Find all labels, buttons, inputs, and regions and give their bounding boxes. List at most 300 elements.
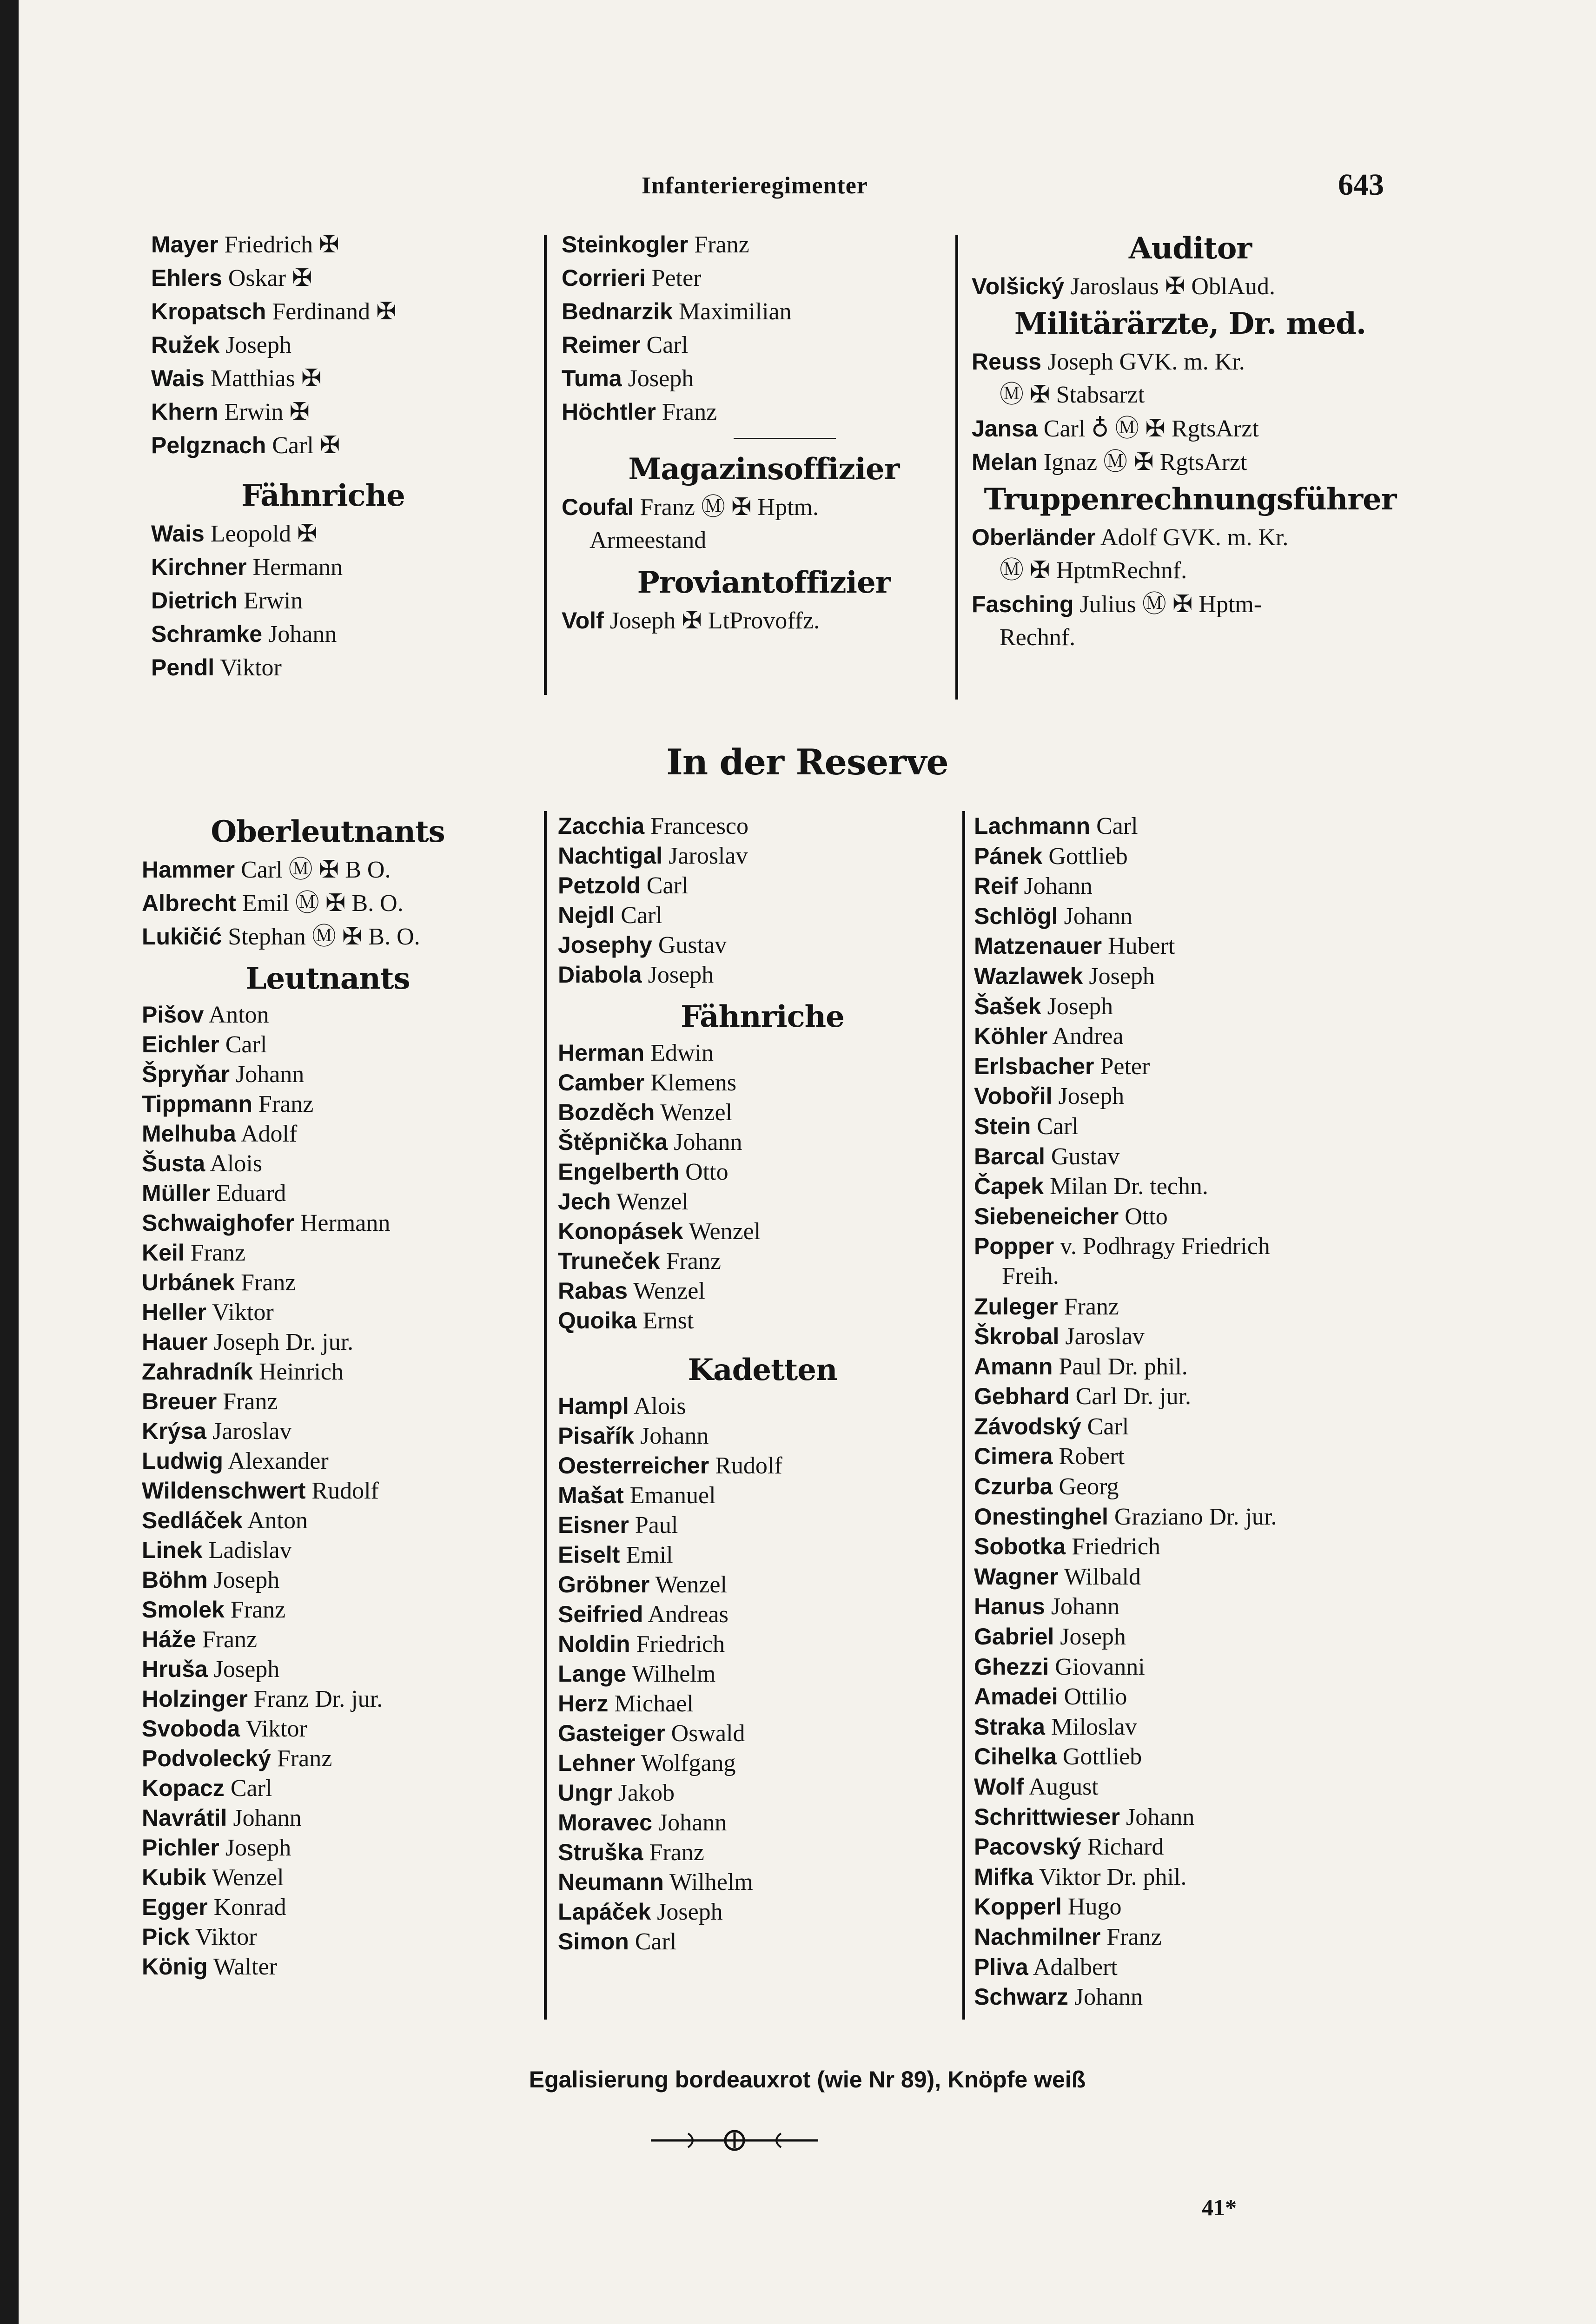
entry-surname: Pelgznach	[151, 432, 266, 458]
entry-surname: Josephy	[558, 932, 652, 958]
entry-surname: Heller	[142, 1299, 206, 1325]
list-item	[974, 1532, 1416, 1562]
entry-surname: Erlsbacher	[974, 1053, 1094, 1079]
list-item	[142, 1178, 551, 1208]
list-item	[558, 960, 967, 990]
entry-details: Johann	[674, 1129, 742, 1155]
list-item	[558, 1927, 967, 1956]
list-item	[558, 1897, 967, 1927]
entry-surname: Cimera	[974, 1443, 1053, 1470]
entry-details: Joseph	[1089, 963, 1155, 990]
list-item	[974, 1202, 1416, 1232]
list-item	[558, 1659, 967, 1689]
list-item	[142, 1030, 551, 1059]
list-item	[562, 295, 966, 328]
entry-details: Maximilian	[678, 298, 792, 325]
entry-surname: Volf	[562, 607, 604, 634]
list-item	[151, 429, 556, 462]
entry-surname: Höchtler	[562, 399, 656, 425]
entry-details: Gottlieb	[1048, 843, 1128, 870]
entry-surname: Keil	[142, 1240, 185, 1266]
list-item	[151, 617, 556, 651]
entry-details: Carl	[621, 902, 662, 929]
entry-details: Franz	[223, 1388, 278, 1415]
entry-details: Franz	[277, 1745, 332, 1772]
entry-details: Edwin	[650, 1040, 714, 1066]
entry-surname: Pánek	[974, 843, 1043, 869]
entry-surname: Holzinger	[142, 1686, 248, 1712]
list-item	[142, 920, 551, 953]
entry-surname: Straka	[974, 1713, 1045, 1740]
heading-proviantoffizier: Proviantoffizier	[637, 565, 891, 600]
entry-details: Gottlieb	[1062, 1743, 1142, 1770]
entry-surname: Melhuba	[142, 1121, 236, 1147]
entry-details: Carl	[1037, 1113, 1079, 1140]
entry-surname: Hruša	[142, 1656, 208, 1682]
entry-details: Freih.	[1002, 1262, 1059, 1289]
entry-details: Johann	[1074, 1984, 1143, 2011]
entry-details: Adolf GVK. m. Kr.	[1100, 524, 1289, 551]
entry-details: Anton	[247, 1507, 308, 1534]
entry-details: Michael	[614, 1690, 694, 1717]
entry-details: Viktor Dr. phil.	[1039, 1863, 1187, 1890]
entry-details: Klemens	[650, 1070, 737, 1096]
list-item	[151, 261, 556, 295]
entry-surname: Sedláček	[142, 1507, 243, 1533]
list-item	[974, 1412, 1416, 1442]
entry-surname: Čapek	[974, 1173, 1044, 1200]
list-item	[142, 1922, 551, 1952]
list-item	[562, 362, 966, 395]
list-item	[142, 1505, 551, 1535]
entry-details: Johann	[658, 1809, 727, 1836]
entry-details: Julius Ⓜ ✠ Hptm-	[1079, 591, 1262, 618]
entry-details: Carl ♁ Ⓜ ✠ RgtsArzt	[1043, 416, 1259, 442]
list-item	[974, 1021, 1416, 1051]
list-item	[558, 1718, 967, 1748]
list-item	[558, 1510, 967, 1540]
entry-details: Jakob	[618, 1780, 675, 1806]
top-column-2	[562, 228, 966, 637]
entry-details: Joseph	[225, 1835, 291, 1861]
entry-details: Anton	[208, 1002, 269, 1028]
entry-details: Jaroslav	[1065, 1323, 1145, 1350]
entry-surname: Lehner	[558, 1750, 636, 1776]
entry-surname: Reif	[974, 873, 1018, 899]
entry-surname: Schlögl	[974, 903, 1058, 929]
entry-surname: Lukičić	[142, 924, 222, 950]
list-item	[974, 1261, 1416, 1292]
entry-surname: Závodský	[974, 1413, 1081, 1439]
list-item	[974, 1562, 1416, 1592]
entry-surname: Breuer	[142, 1388, 217, 1414]
top-column-1	[151, 228, 556, 684]
entry-surname: Lapáček	[558, 1899, 651, 1925]
entry-details: Joseph ✠ LtProvoffz.	[609, 607, 820, 634]
list-item	[558, 930, 967, 960]
entry-details: Oskar ✠	[228, 265, 312, 291]
entry-details: Carl	[635, 1928, 677, 1955]
list-item	[558, 1421, 967, 1451]
list-item	[151, 584, 556, 617]
entry-details: Wilhelm	[632, 1661, 716, 1687]
entry-details: Johann	[1064, 903, 1132, 930]
entry-surname: Jansa	[972, 416, 1038, 442]
list-item	[974, 1502, 1416, 1532]
entry-details: Paul Dr. phil.	[1059, 1353, 1188, 1380]
list-item	[558, 1127, 967, 1157]
entry-details: Johann	[235, 1061, 305, 1088]
entry-details: Franz Ⓜ ✠ Hptm.	[640, 494, 819, 521]
list-item	[558, 1068, 967, 1097]
list-item	[558, 1808, 967, 1837]
list-item	[558, 1748, 967, 1778]
page-number: 643	[1338, 168, 1384, 202]
list-item	[558, 1629, 967, 1659]
entry-details: Franz	[190, 1240, 246, 1266]
entry-details: Wenzel	[689, 1218, 761, 1245]
list-item	[142, 1238, 551, 1268]
list-item	[151, 328, 556, 362]
entry-details: Joseph Dr. jur.	[213, 1329, 354, 1355]
heading-faehnriche-reserve: Fähnriche	[681, 999, 844, 1034]
list-item	[558, 1391, 967, 1421]
entry-surname: Nejdl	[558, 902, 615, 928]
entry-surname: Krýsa	[142, 1418, 206, 1444]
entry-surname: Kirchner	[151, 554, 247, 580]
entry-details: Rudolf	[311, 1478, 379, 1504]
list-item	[974, 1742, 1416, 1772]
list-item	[558, 1778, 967, 1808]
egalisierung-note: Egalisierung bordeauxrot (wie Nr 89), Knöpfe weiß	[529, 2067, 1086, 2093]
list-item	[974, 811, 1416, 841]
list-item	[972, 621, 1409, 654]
entry-details: Johann	[640, 1423, 709, 1449]
list-item	[562, 524, 966, 557]
entry-surname: Wolf	[974, 1774, 1024, 1800]
entry-details: Carl	[1087, 1413, 1129, 1440]
list-item	[151, 395, 556, 429]
list-item	[974, 991, 1416, 1022]
entry-details: Hubert	[1108, 933, 1175, 960]
entry-details: Carl	[1096, 813, 1138, 839]
entry-details: Wolfgang	[641, 1750, 736, 1776]
ornament-divider-icon	[642, 2124, 828, 2157]
entry-details: Leopold ✠	[210, 521, 318, 547]
list-item	[558, 1276, 967, 1306]
entry-details: Walter	[213, 1954, 277, 1980]
entry-surname: Herz	[558, 1690, 609, 1717]
list-item	[558, 1246, 967, 1276]
list-item	[974, 1652, 1416, 1682]
entry-details: Paul	[635, 1512, 678, 1538]
entry-details: Eduard	[216, 1180, 286, 1207]
entry-surname: Camber	[558, 1070, 645, 1096]
entry-surname: Müller	[142, 1180, 211, 1206]
entry-surname: Konopásek	[558, 1218, 683, 1244]
entry-details: Andreas	[648, 1601, 728, 1628]
entry-details: Rudolf	[715, 1452, 782, 1479]
entry-details: Adalbert	[1033, 1954, 1118, 1981]
entry-details: Alois	[633, 1393, 686, 1419]
heading-truppenrechnungsfuehrer: Truppenrechnungsführer	[984, 482, 1397, 517]
list-item	[151, 550, 556, 584]
list-item	[562, 228, 966, 261]
entry-surname: Struška	[558, 1839, 643, 1865]
list-item	[562, 490, 966, 524]
heading-magazinsoffizier: Magazinsoffizier	[628, 452, 900, 487]
entry-details: Hermann	[300, 1210, 391, 1236]
entry-surname: Tippmann	[142, 1091, 252, 1117]
list-item	[974, 1231, 1416, 1261]
entry-details: Wenzel	[633, 1278, 705, 1304]
entry-details: Franz	[666, 1248, 721, 1274]
list-item	[151, 295, 556, 328]
heading-auditor: Auditor	[1128, 231, 1252, 266]
entry-surname: Ludwig	[142, 1448, 223, 1474]
entry-surname: Hauer	[142, 1329, 208, 1355]
list-item	[151, 228, 556, 261]
entry-surname: Ghezzi	[974, 1653, 1049, 1680]
list-item	[974, 1591, 1416, 1622]
list-item	[558, 1599, 967, 1629]
entry-surname: Tuma	[562, 365, 622, 391]
entry-surname: Kropatsch	[151, 298, 266, 324]
entry-details: Miloslav	[1051, 1713, 1137, 1740]
list-item	[142, 1952, 551, 1981]
list-item	[974, 1472, 1416, 1502]
list-item	[974, 1381, 1416, 1412]
entry-surname: Fasching	[972, 591, 1074, 617]
reserve-column-1	[142, 811, 551, 1981]
entry-details: Rechnf.	[1000, 624, 1076, 651]
entry-details: Franz	[1106, 1923, 1162, 1950]
entry-details: Giovanni	[1055, 1653, 1145, 1680]
entry-surname: Urbánek	[142, 1269, 235, 1295]
list-item	[558, 1451, 967, 1480]
entry-surname: Dietrich	[151, 588, 238, 614]
entry-details: Franz	[662, 399, 717, 425]
entry-surname: Mifka	[974, 1863, 1033, 1890]
entry-details: Johann	[1051, 1593, 1120, 1620]
entry-surname: Pichler	[142, 1835, 219, 1861]
entry-details: Peter	[1100, 1053, 1150, 1080]
list-item	[974, 1352, 1416, 1382]
entry-surname: Wazlawek	[974, 963, 1083, 989]
list-item	[142, 1297, 551, 1327]
list-item	[972, 378, 1409, 412]
list-item	[974, 1712, 1416, 1742]
list-item	[142, 1089, 551, 1119]
entry-surname: Wildenschwert	[142, 1478, 306, 1504]
entry-surname: Schrittwieser	[974, 1803, 1120, 1830]
entry-surname: Melan	[972, 449, 1038, 475]
list-item	[558, 1097, 967, 1127]
list-item	[562, 604, 966, 637]
entry-surname: Albrecht	[142, 890, 236, 916]
entry-details: Joseph	[648, 962, 714, 988]
entry-details: Viktor	[220, 654, 282, 681]
list-item	[972, 345, 1409, 378]
entry-details: Jaroslav	[212, 1418, 292, 1445]
entry-surname: Stein	[974, 1113, 1031, 1139]
entry-surname: Svoboda	[142, 1716, 240, 1742]
list-item	[142, 886, 551, 920]
entry-surname: Navrátil	[142, 1805, 227, 1831]
entry-surname: Háže	[142, 1626, 196, 1652]
entry-surname: Šusta	[142, 1150, 205, 1176]
entry-details: Carl	[230, 1775, 272, 1802]
entry-surname: Herman	[558, 1040, 645, 1066]
entry-details: Otto	[685, 1159, 728, 1185]
entry-details: Franz	[649, 1839, 704, 1866]
entry-surname: Diabola	[558, 962, 642, 988]
entry-surname: Hampl	[558, 1393, 629, 1419]
entry-details: Wenzel	[616, 1188, 689, 1215]
entry-surname: Eichler	[142, 1031, 219, 1057]
list-item	[974, 1292, 1416, 1322]
list-item	[151, 651, 556, 684]
entry-details: Viktor	[195, 1924, 257, 1950]
heading-leutnants: Leutnants	[245, 961, 410, 996]
entry-surname: Ehlers	[151, 265, 222, 291]
entry-surname: Volšický	[972, 273, 1065, 299]
entry-details: Carl Dr. jur.	[1075, 1383, 1192, 1410]
entry-surname: Sobotka	[974, 1533, 1066, 1560]
list-item	[142, 1892, 551, 1922]
entry-surname: Ružek	[151, 332, 220, 358]
running-head: Infanterieregimenter	[642, 172, 868, 199]
entry-details: Carl ✠	[272, 432, 340, 459]
entry-details: Joseph	[213, 1656, 280, 1683]
entry-details: Wenzel	[655, 1571, 727, 1598]
list-item	[972, 270, 1409, 303]
entry-details: Viktor	[212, 1299, 274, 1326]
list-item	[142, 1446, 551, 1476]
entry-details: Georg	[1059, 1473, 1119, 1500]
entry-details: Peter	[651, 265, 702, 291]
list-item	[142, 1535, 551, 1565]
entry-details: Ignaz Ⓜ ✠ RgtsArzt	[1043, 449, 1247, 475]
list-item	[974, 1772, 1416, 1802]
entry-surname: Amann	[974, 1353, 1053, 1380]
entry-details: Franz	[258, 1091, 314, 1117]
list-item	[562, 328, 966, 362]
list-item	[558, 1038, 967, 1068]
entry-surname: Engelberth	[558, 1159, 680, 1185]
entry-details: August	[1028, 1774, 1099, 1800]
entry-surname: Štěpnička	[558, 1129, 668, 1155]
entry-details: Ladislav	[208, 1537, 292, 1564]
list-item	[142, 1327, 551, 1357]
entry-details: Stephan Ⓜ ✠ B. O.	[228, 924, 420, 950]
column-rule	[955, 235, 958, 700]
entry-details: Joseph	[225, 332, 291, 358]
entry-surname: Popper	[974, 1233, 1054, 1260]
entry-surname: Jech	[558, 1188, 611, 1215]
entry-details: Ⓜ ✠ Stabsarzt	[1000, 382, 1145, 408]
list-item	[558, 871, 967, 900]
list-item	[972, 521, 1409, 554]
entry-surname: Pišov	[142, 1002, 204, 1028]
entry-surname: Coufal	[562, 494, 634, 520]
entry-surname: Gasteiger	[558, 1720, 665, 1746]
entry-details: Viktor	[245, 1716, 307, 1742]
column-rule	[544, 811, 547, 2020]
list-item	[974, 961, 1416, 991]
entry-details: Carl	[225, 1031, 267, 1058]
list-item	[974, 1171, 1416, 1202]
document-page	[19, 0, 1596, 2324]
entry-details: Francesco	[650, 813, 749, 839]
entry-surname: Moravec	[558, 1809, 652, 1835]
entry-details: Franz	[230, 1597, 286, 1623]
entry-surname: König	[142, 1954, 208, 1980]
entry-surname: Kopacz	[142, 1775, 225, 1801]
list-item	[974, 1982, 1416, 2012]
entry-details: Hugo	[1067, 1894, 1122, 1921]
entry-details: Graziano Dr. jur.	[1114, 1503, 1277, 1530]
entry-surname: Ungr	[558, 1780, 612, 1806]
entry-details: Joseph	[657, 1899, 723, 1925]
list-item	[142, 1268, 551, 1297]
reserve-column-3	[974, 811, 1416, 2012]
list-item	[974, 1051, 1416, 1082]
entry-surname: Kopperl	[974, 1894, 1062, 1920]
list-item	[558, 1570, 967, 1599]
entry-surname: Siebeneicher	[974, 1203, 1119, 1229]
list-item	[558, 1216, 967, 1246]
entry-details: Gustav	[1051, 1143, 1120, 1170]
entry-details: Joseph	[213, 1567, 280, 1593]
entry-surname: Pliva	[974, 1954, 1028, 1980]
list-item	[974, 1892, 1416, 1922]
entry-surname: Onestinghel	[974, 1503, 1108, 1530]
entry-surname: Schwarz	[974, 1984, 1068, 2010]
entry-surname: Pick	[142, 1924, 190, 1950]
list-item	[142, 1743, 551, 1773]
entry-surname: Hammer	[142, 857, 235, 883]
list-item	[142, 1595, 551, 1624]
entry-surname: Wagner	[974, 1563, 1059, 1590]
list-item	[558, 1157, 967, 1187]
entry-surname: Khern	[151, 399, 219, 425]
list-item	[558, 841, 967, 871]
entry-details: Ferdinand ✠	[272, 298, 397, 325]
list-item	[142, 1654, 551, 1684]
entry-details: Friedrich	[1072, 1533, 1160, 1560]
entry-surname: Wais	[151, 521, 205, 547]
heading-oberleutnants: Oberleutnants	[211, 814, 445, 849]
heading-militaeraerzte: Militärärzte, Dr. med.	[1014, 306, 1366, 341]
list-item	[142, 1714, 551, 1743]
list-item	[974, 1622, 1416, 1652]
list-item	[142, 1119, 551, 1149]
list-item	[974, 1682, 1416, 1712]
list-item	[142, 1773, 551, 1803]
entry-surname: Amadei	[974, 1684, 1058, 1710]
list-item	[974, 1321, 1416, 1352]
entry-surname: Zahradník	[142, 1359, 253, 1385]
list-item	[558, 1480, 967, 1510]
list-item	[974, 1111, 1416, 1142]
entry-surname: Rabas	[558, 1278, 628, 1304]
entry-surname: Lange	[558, 1661, 627, 1687]
top-column-3	[972, 228, 1409, 654]
list-item	[974, 841, 1416, 872]
list-item	[974, 901, 1416, 931]
entry-details: Jaroslaus ✠ OblAud.	[1070, 273, 1275, 300]
